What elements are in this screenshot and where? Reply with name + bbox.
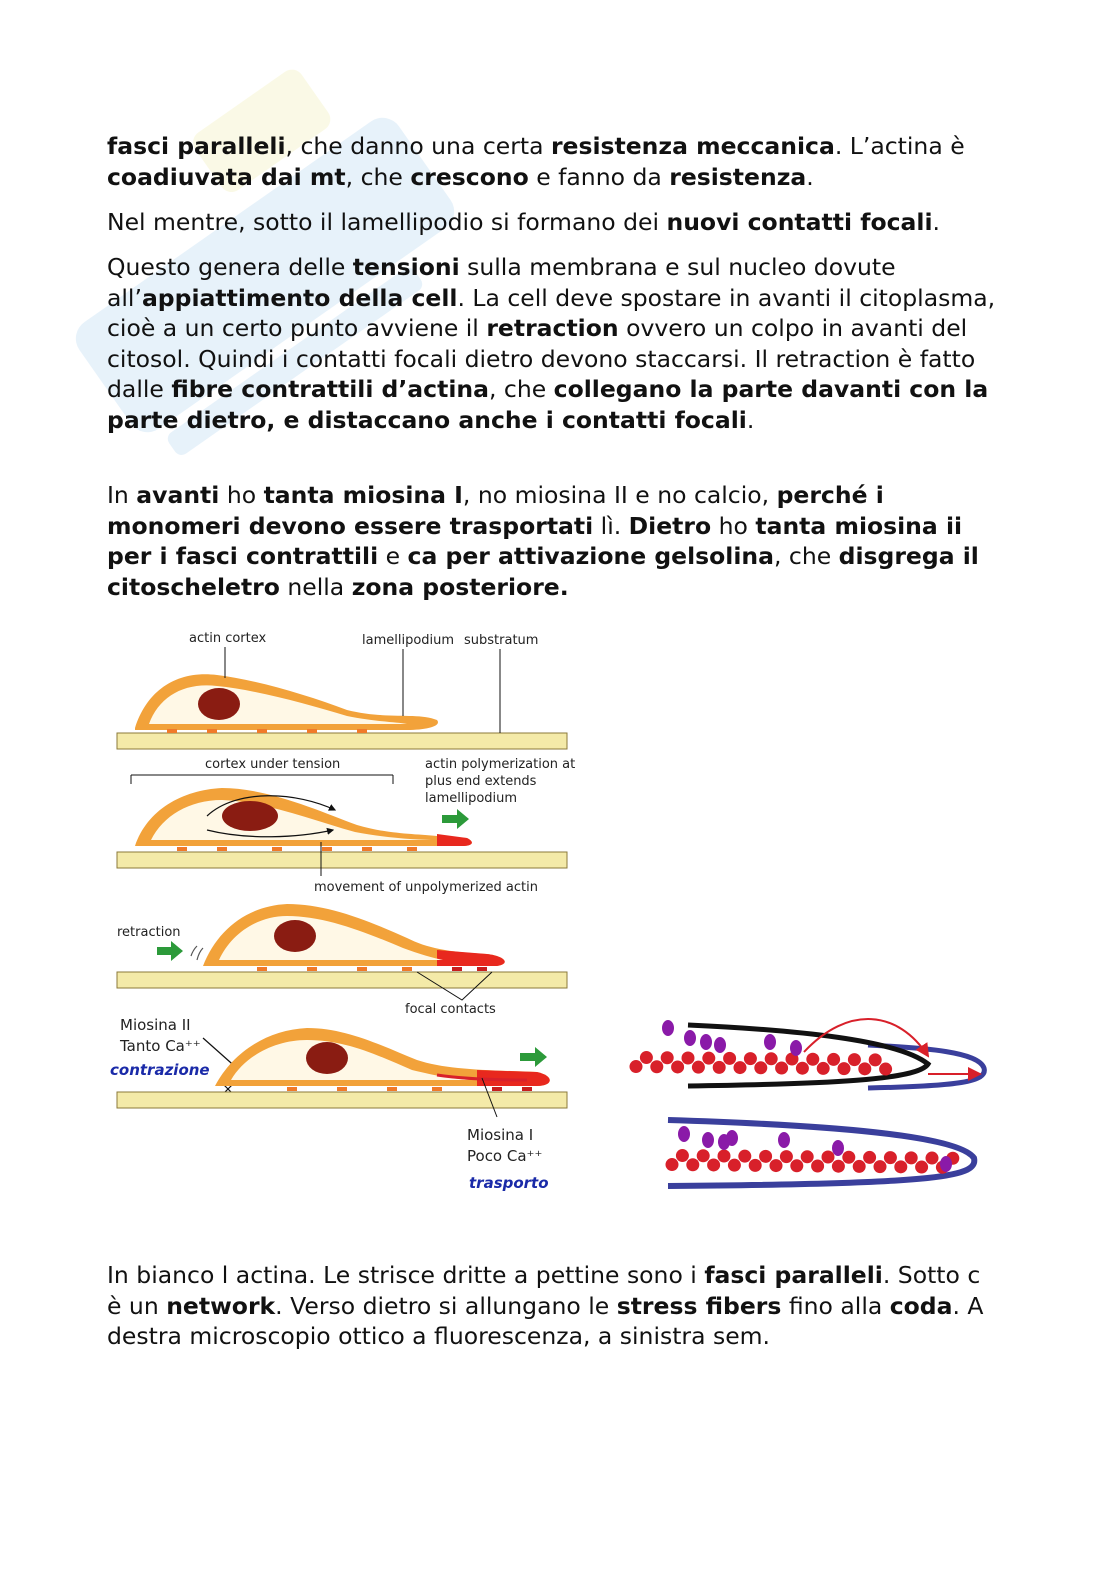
bold-text: appiattimento della cell xyxy=(141,283,458,312)
bold-text: ca per attivazione gelsolina xyxy=(407,542,774,571)
text-run: , no miosina II e no calcio, xyxy=(462,481,777,509)
actin-bead xyxy=(838,1062,851,1075)
nucleus-2 xyxy=(222,801,278,831)
actin-bead xyxy=(671,1060,684,1073)
text-run: , che danno una certa xyxy=(285,132,551,160)
actin-bead xyxy=(765,1052,778,1065)
text-run: ho xyxy=(711,511,756,540)
label-tanto-ca: Tanto Ca⁺⁺ xyxy=(120,1037,201,1055)
bold-text: tanta miosina ii per i fasci contrattili xyxy=(107,511,963,571)
actin-bead xyxy=(926,1152,939,1165)
actin-myosin-diagram xyxy=(628,1010,1003,1200)
label-retraction: retraction xyxy=(117,925,181,940)
actin-bead xyxy=(884,1151,897,1164)
text-run: e fanno da xyxy=(528,162,670,191)
actin-bead xyxy=(894,1160,907,1173)
actin-bead xyxy=(723,1052,736,1065)
actin-bead xyxy=(915,1161,928,1174)
label-lamellipodium: lamellipodium xyxy=(362,633,455,648)
label-miosina1: Miosina I xyxy=(467,1126,534,1144)
text-run: ho xyxy=(219,481,264,509)
label-contrazione: contrazione xyxy=(110,1061,210,1079)
text-run: fino alla xyxy=(781,1291,890,1320)
actin-bead xyxy=(848,1053,861,1066)
actin-bead xyxy=(827,1053,840,1066)
bold-text: fibre contrattili d’actina xyxy=(171,375,489,404)
text-run: , che xyxy=(773,542,839,571)
label-substratum: substratum xyxy=(464,633,539,648)
label-actin-cortex: actin cortex xyxy=(189,631,267,646)
bold-text: Dietro xyxy=(628,511,712,540)
paragraph-3 xyxy=(107,252,1002,436)
actin-bead xyxy=(832,1160,845,1173)
label-cortex-tension: cortex under tension xyxy=(205,757,341,772)
bold-text: disgrega il citoscheletro xyxy=(107,542,979,601)
bold-text: fasci paralleli xyxy=(107,132,286,160)
actin-bead xyxy=(676,1149,689,1162)
actin-bead xyxy=(790,1159,803,1172)
text-run: . xyxy=(806,162,814,191)
paragraph-1 xyxy=(107,131,1002,192)
bold-text: retraction xyxy=(486,314,619,343)
text-run: . Sotto c è un xyxy=(107,1261,981,1320)
actin-bead xyxy=(749,1159,762,1172)
actin-bead xyxy=(650,1060,663,1073)
bold-text: nuovi contatti focali xyxy=(666,208,933,236)
actin-bead xyxy=(728,1159,741,1172)
actin-bead xyxy=(780,1150,793,1163)
actin-bead xyxy=(817,1062,830,1075)
bold-text: resistenza meccanica xyxy=(550,132,835,160)
actin-bead xyxy=(738,1150,751,1163)
text-run: . L’actina è xyxy=(834,132,965,160)
actin-bead xyxy=(734,1061,747,1074)
label-poco-ca: Poco Ca⁺⁺ xyxy=(467,1147,543,1165)
actin-bead xyxy=(863,1151,876,1164)
actin-bead xyxy=(744,1052,757,1065)
text-run: ovvero un colpo in avanti del citosol. Quindi i contatti focali dietro devono staccarsi. Il retraction è fatto dalle xyxy=(107,314,976,404)
actin-bead xyxy=(630,1060,643,1073)
actin-bead xyxy=(874,1160,887,1173)
actin-bead xyxy=(879,1063,892,1076)
nucleus-1 xyxy=(198,688,240,720)
actin-bead xyxy=(858,1062,871,1075)
bold-text: network xyxy=(166,1291,276,1320)
bold-text: stress fibers xyxy=(616,1291,782,1320)
bold-text: tensioni xyxy=(352,253,460,281)
text-run: sulla membrana e sul nucleo dovute all’ xyxy=(107,253,896,312)
actin-bead xyxy=(759,1150,772,1163)
text-run: Questo genera delle xyxy=(107,253,353,281)
cell-migration-diagram xyxy=(107,620,577,1202)
actin-bead xyxy=(640,1051,653,1064)
label-focal-contacts: focal contacts xyxy=(405,1002,496,1017)
bold-text: coda xyxy=(889,1291,953,1320)
nucleus-4 xyxy=(306,1042,348,1074)
bold-text: coadiuvata dai mt xyxy=(107,162,346,191)
actin-bead xyxy=(801,1150,814,1163)
text-run: nella xyxy=(279,572,352,601)
text-run: In bianco l actina. Le strisce dritte a pettine sono i xyxy=(107,1261,705,1289)
actin-bead xyxy=(869,1053,882,1066)
text-run: In xyxy=(107,481,137,509)
text-run: . La cell deve spostare in avanti il citoplasma, cioè a un certo punto avviene il xyxy=(107,283,996,343)
bold-text: crescono xyxy=(410,162,529,191)
text-run: . xyxy=(746,405,755,434)
actin-bead xyxy=(713,1061,726,1074)
paragraph-4 xyxy=(107,480,1002,602)
actin-bead xyxy=(682,1051,695,1064)
text-run: e xyxy=(378,542,408,571)
label-polymerization-2: plus end extends xyxy=(425,774,537,789)
actin-bead xyxy=(666,1158,679,1171)
bold-text: collegano la parte davanti con la parte dietro, e distaccano anche i contatti focali xyxy=(107,375,989,434)
actin-bead xyxy=(775,1062,788,1075)
bold-text: resistenza xyxy=(669,162,807,191)
actin-bead xyxy=(822,1151,835,1164)
label-polymerization-1: actin polymerization at xyxy=(425,757,576,772)
actin-bead xyxy=(686,1158,699,1171)
bold-text: avanti xyxy=(136,481,220,509)
actin-bead xyxy=(853,1160,866,1173)
text-run: lì. xyxy=(593,511,629,540)
label-trasporto: trasporto xyxy=(469,1174,549,1192)
nucleus-3 xyxy=(274,920,316,952)
actin-bead xyxy=(796,1062,809,1075)
text-run: . A destra microscopio ottico a fluorescenza, a sinistra sem. xyxy=(107,1291,984,1351)
label-movement: movement of unpolymerized actin xyxy=(314,880,538,895)
actin-bead xyxy=(702,1052,715,1065)
actin-bead xyxy=(692,1061,705,1074)
actin-bead xyxy=(905,1151,918,1164)
bold-text: tanta miosina I xyxy=(263,481,463,509)
text-run: , che xyxy=(345,162,411,191)
paragraph-5 xyxy=(107,1260,1002,1352)
bold-text: zona posteriore. xyxy=(351,572,569,601)
bold-text: perché i monomeri devono essere trasportati xyxy=(107,481,884,540)
text-run: . xyxy=(932,208,940,236)
actin-bead xyxy=(806,1053,819,1066)
label-polymerization-3: lamellipodium xyxy=(425,791,518,806)
actin-bead xyxy=(718,1149,731,1162)
text-run: . Verso dietro si allungano le xyxy=(275,1291,617,1320)
actin-bead xyxy=(661,1051,674,1064)
bold-text: fasci paralleli xyxy=(704,1261,883,1289)
actin-bead xyxy=(707,1158,720,1171)
actin-bead xyxy=(697,1149,710,1162)
actin-bead xyxy=(770,1159,783,1172)
text-run: Nel mentre, sotto il lamellipodio si formano dei xyxy=(107,208,667,236)
actin-bead xyxy=(754,1061,767,1074)
text-run: , che xyxy=(488,375,554,404)
actin-bead xyxy=(842,1151,855,1164)
actin-bead xyxy=(811,1160,824,1173)
paragraph-2 xyxy=(107,207,1002,238)
label-miosina2: Miosina II xyxy=(120,1016,191,1034)
